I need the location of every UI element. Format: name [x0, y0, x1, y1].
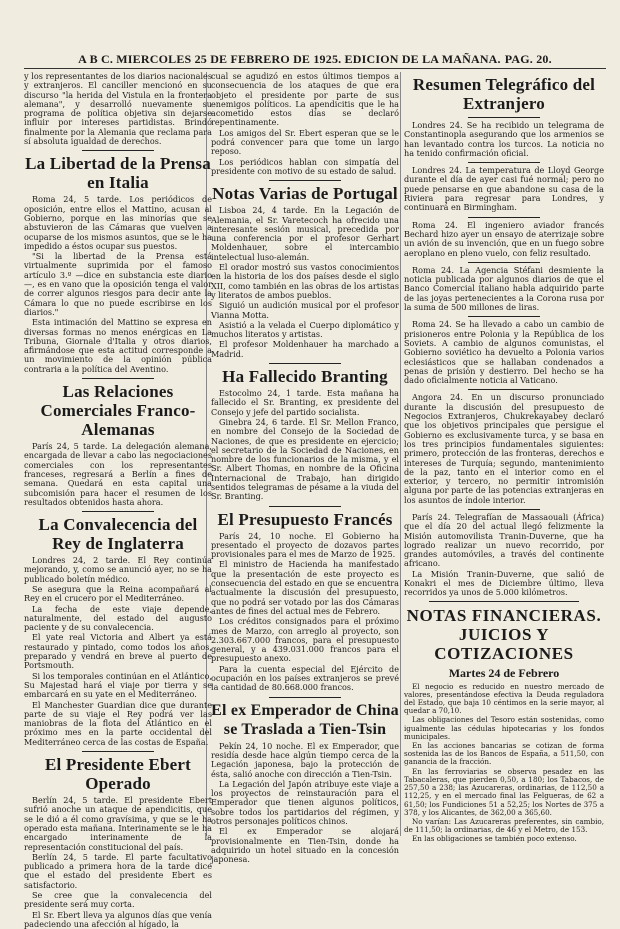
- article-paragraph: Londres 24. La temperatura de Lloyd George durante el día de ayer casi fué normal; pero no puede pensarse en que abandone su casa de la Riviera para regresar para Londres, y continuará en Birmingham.: [404, 165, 604, 213]
- separator: [82, 751, 154, 752]
- column-rule-2: [400, 72, 401, 836]
- article-paragraph: Asistió a la velada el Cuerpo diplomático y muchos literatos y artistas.: [211, 319, 399, 340]
- article-paragraph: El ex Emperador se alojará provisionalmente en Tien-Tsin, donde ha adquirido un hotel situado en la concesión japonesa.: [211, 826, 399, 865]
- article-paragraph: En las ferroviarias se observa pesadez en las Tabacaleras, que pierden 0,50, a 180; los Tabacos, de 257,50 a 238; las Azucareras, ordinarias, de 112,50 a 112,25, y en el mercado final las Felgueras, de 62 a 61,50; los Fundiciones 51 a 52,25; los Nortes de 375 a 378, y los Alicantes, de 362,00 a 365,60.: [404, 766, 604, 817]
- headline-branting: Ha Fallecido Branting: [222, 367, 388, 387]
- article-paragraph: Los amigos del Sr. Ebert esperan que se le podrá convencer para que tome un largo reposo.: [211, 127, 399, 157]
- article-paragraph: Se cree que la convalecencia del presidente será muy corta.: [24, 890, 212, 910]
- separator: [468, 117, 540, 118]
- page-number: PAG. 20.: [504, 52, 552, 66]
- article-paragraph: Roma 24, 5 tarde. Los periódicos de oposición, entre ellos el Mattino, acusan al Gobierno, porque en las minorías que se abstuvieron de las Cámaras que vuelven a ocuparse de los mismos asuntos, que se le ha impedido a éstos ocupar sus puestos.: [24, 194, 212, 251]
- article-paragraph: La fecha de este viaje depende, naturalmente, del estado del augusto paciente y de su convalecencia.: [24, 603, 212, 633]
- separator: [429, 601, 579, 602]
- headline-prensa-italia: La Libertad de la Prensa en Italia: [25, 154, 211, 193]
- headline-emperador-china: El ex Emperador de China se Traslada a Tien-Tsin: [211, 701, 399, 738]
- column-1: [24, 71, 212, 929]
- separator: [269, 180, 341, 181]
- article-paragraph: Berlín 24, 5 tarde. El parte facultativo publicado a primera hora de la tarde dice que el estado del presidente Ebert es satisfactorio.: [24, 851, 212, 890]
- article-paragraph: No varían: Las Azucareras preferentes, sin cambio, de 111,50; la ordinarias, de 46 y el Metro, de 153.: [404, 816, 604, 835]
- article-paragraph: La Legación del Japón atribuye este viaje a los proyectos de reinstauración para el Emperador que tienen algunos políticos, sobre todos los partidarios del régimen, y otros personajes políticos chinos.: [211, 778, 399, 826]
- header-text: A B C. MIERCOLES 25 DE FEBRERO DE 1925. EDICION DE LA MAÑANA.: [78, 52, 501, 66]
- separator: [269, 363, 341, 364]
- separator: [82, 150, 154, 151]
- separator: [468, 262, 540, 263]
- article-paragraph: El orador mostró sus vastos conocimientos en la historia de los dos países desde el siglo XII, como también en las obras de los artistas y literatos de ambos pueblos.: [211, 262, 399, 300]
- article-paragraph: París 24, 5 tarde. La delegación alemana, encargada de llevar a cabo las negociaciones comerciales con los representantes franceses, regresará a Berlín a fines de semana. Quedará en esta capital una subcomisión para hacer el resumen de los resultados obtenidos hasta ahora.: [24, 441, 212, 507]
- headline-notas-portugal: Notas Varias de Portugal: [212, 184, 398, 204]
- separator: [269, 697, 341, 698]
- article-paragraph: Lisboa 24, 4 tarde. En la Legación de Alemania, el Sr. Varetecoch ha ofrecido una interesante sesión musical, precedida por una conferencia por el profesor Gerhart Moldenhauer, sobre el intercambio intelectual luso-alemán.: [211, 205, 399, 262]
- separator: [468, 217, 540, 218]
- article-paragraph: "Si la libertad de la Prensa está virtualmente suprimida por el famoso artículo 3.º —dice en substancia este diario—, es en vano que la oposición tenga el valor de correr algunos riesgos para decir ante la Cámara lo que no puede escribirse en los diarios.": [24, 251, 212, 317]
- separator: [468, 162, 540, 163]
- article-paragraph: El Manchester Guardian dice que durante parte de su viaje el Rey podrá ver las maniobras de la flota del Atlántico en el próximo mes en la parte occidental del Mediterráneo cerca de las costas de España.: [24, 699, 212, 747]
- article-paragraph: Londres 24, 2 tarde. El Rey continúa mejorando, y, como se anunció ayer, no se ha publicado boletín médico.: [24, 555, 212, 584]
- article-paragraph: En las obligaciones se también poco extenso.: [412, 834, 577, 844]
- article-paragraph: Los créditos consignados para el próximo mes de Marzo, con arreglo al proyecto, son 2.303.667.000 francos, para el presupuesto general, y a 439.031.000 francos para el presupuesto anexo.: [211, 616, 399, 664]
- article-paragraph: El negocio es reducido en nuestro mercado de valores, presentándose efectiva la Deuda reguladora del Estado, que baja 10 céntimos en la serie mayor, al quedar a 70,10.: [404, 681, 604, 716]
- financial-notes: [404, 683, 604, 844]
- running-header: [24, 52, 606, 69]
- separator: [468, 389, 540, 390]
- article-paragraph: Se asegura que la Reina acompañará al Rey en el crucero por el Mediterráneo.: [24, 583, 212, 604]
- column-3: [404, 72, 604, 844]
- article-paragraph: Roma 24. La Agencia Stéfani desmiente la noticia publicada por algunos diarios de que el Banco Comercial italiano habla adquirido parte de las joyas pertenecientes a la Corona rusa por la suma de 500 millones de liras.: [404, 264, 604, 313]
- article-paragraph: En las acciones bancarias se cotizan de forma sostenida las de los Bancos de España, a 511,50, con ganancia de la fracción.: [404, 741, 604, 767]
- article-paragraph: Roma 24. Se ha llevado a cabo un cambio de prisioneros entre Polonia y la República de los Soviets. A cambio de algunos comunistas, el Gobierno soviético ha devuelto a Polonia varios eclesiásticos que se hallaban condenados a penas de prisión y destierro. Del hecho se ha dado oficialmente noticia al Vaticano.: [404, 319, 604, 386]
- separator: [468, 509, 540, 510]
- article-paragraph: Estocolmo 24, 1 tarde. Esta mañana ha fallecido el Sr. Branting, ex presidente del Consejo y jefe del partido socialista.: [211, 388, 399, 417]
- headline-notas-financieras: NOTAS FINANCIERAS. JUICIOS Y COTIZACIONES: [406, 605, 602, 663]
- article-paragraph: Esta intimación del Mattino se expresa en diversas formas no menos enérgicas en La Tribuna, Giornale d'Italia y otros diarios, afirmándose que esta actitud corresponde a un movimiento de la opinión pública contraria a la política del Aventino.: [24, 317, 212, 374]
- article-paragraph: Angora 24. En un discurso pronunciado durante la discusión del presupuesto de Negocios Extranjeros, Chukrekayabey declaró que los objetivos principales que persigue el Gobierno es exclusivamente turca, y se basa en los tres principios fundamentales siguientes: primero, protección de las fronteras, derechos e intereses de Turquía; segundo, mantenimiento de la paz, tanto en el interior como en el exterior, y tercero, no permitir intromisión alguna por parte de las potencias extranjeras en los asuntos de índole interior.: [404, 392, 604, 505]
- column-2: [211, 71, 399, 865]
- col1-intro: y los representantes de los diarios nacionales y extranjeros. El canciller mencionó en su discurso "la herida del Vistula en la frontera alemana", y desarrolló nuevamente su programa de política objetiva sin dejarse influir por intereses partidistas. Brindó finalmente por la Alemania que reclama para sí absoluta igualdad de derechos.: [24, 71, 212, 147]
- article-paragraph: La Misión Tranin-Duverne, que salió de Konakri el mes de Diciembre último, lleva recorridos ya unos de 5.000 kilómetros.: [404, 568, 604, 598]
- headline-convalecencia-rey: La Convalecencia del Rey de Inglaterra: [38, 515, 198, 554]
- separator: [468, 316, 540, 317]
- article-paragraph: El ministro de Hacienda ha manifestado que la presentación de este proyecto es consecuencia del estado en que se encuentra actualmente la discusión del presupuesto, que no podrá ser votado por las dos Cámaras antes de fines del actual mes de Febrero.: [211, 559, 399, 616]
- article-paragraph: París 24, 10 noche. El Gobierno ha presentado el proyecto de dozavos partes provisionales para el mes de Marzo de 1925.: [211, 530, 399, 560]
- article-paragraph: Ginebra 24, 6 tarde. El Sr. Mellon Franco, en nombre del Consejo de la Sociedad de Naciones, de que es presidente en ejercicio; el secretario de la Sociedad de Naciones, en nombre de los funcionarios de la misma, y el Sr. Albert Thomas, en nombre de la Oficina Internacional de Trabajo, han dirigido sentidos telegramas de pésame a la viuda del Sr. Branting.: [211, 416, 399, 502]
- headline-resumen-telegrafico: Resumen Telegráfico del Extranjero: [412, 75, 596, 113]
- financial-date: Martes 24 de Febrero: [448, 665, 560, 680]
- col2-intro: cual se agudizó en estos últimos tiempos a consecuencia de los ataques de que era objeto el presidente por parte de sus enemigos políticos. La apendicitis que le ha acometido estos días se declaró repentinamente.: [211, 71, 399, 128]
- headline-presupuesto-frances: El Presupuesto Francés: [217, 509, 393, 529]
- headline-relaciones-franco-alemanas: Las Relaciones Comerciales Franco-Alemanas: [40, 382, 196, 440]
- article-paragraph: El profesor Moldenhauer ha marchado a Madrid.: [211, 339, 399, 359]
- separator: [82, 511, 154, 512]
- article-paragraph: Londres 24. Se ha recibido un telegrama de Constantinopla asegurando que los armenios se han levantado contra los turcos. La noticia no ha tenido confirmación oficial.: [404, 120, 604, 158]
- article-paragraph: El Sr. Ebert lleva ya algunos días que venía padeciendo una afección al hígado, la: [24, 909, 212, 929]
- article-paragraph: Siguió un audición musical por el profesor Vianna Motta.: [211, 300, 399, 320]
- article-paragraph: Para la cuenta especial del Ejército de ocupación en los países extranjeros se prevé la cantidad de 80.668.000 francos.: [211, 663, 399, 693]
- separator: [269, 506, 341, 507]
- article-paragraph: Las obligaciones del Tesoro están sostenidas, como igualmente las cédulas hipotecarias y los fondos municipales.: [404, 715, 604, 741]
- separator: [82, 378, 154, 379]
- article-paragraph: Si los temporales continúan en el Atlántico, Su Majestad hará el viaje por tierra y se embarcará en su yate en el Mediterráneo.: [24, 670, 212, 700]
- article-paragraph: París 24. Telegrafían de Massaouali (África) que el día 20 del actual llegó felizmente la Misión automovilista Tranin-Duverne, que ha logrado realizar un nuevo recorrido, por grandes automóviles, a través del continente africano.: [404, 511, 604, 569]
- article-paragraph: Berlín 24, 5 tarde. El presidente Ebert sufrió anoche un ataque de apendicitis, que se le dió a él como gravísima, y que se le ha operado esta mañana. Interinamente se le ha encargado interinamente de la representación constitucional del país.: [24, 795, 212, 852]
- article-paragraph: El yate real Victoria and Albert ya está restaurado y pintado, como todos los años, preparado y vendrá en breve al puerto de Portsmouth.: [24, 632, 212, 671]
- article-paragraph: Roma 24. El ingeniero aviador francés Bechard hizo ayer un ensayo de aterrizaje sobre un avión de su invención, que en un fuego sobre aeroplano en pleno vuelo, con feliz resultado.: [404, 219, 604, 258]
- headline-presidente-ebert: El Presidente Ebert Operado: [44, 755, 192, 794]
- article-paragraph: Pekín 24, 10 noche. El ex Emperador, que residía desde hace algún tiempo cerca de la Legación japonesa, bajo la protección de ésta, salió anoche con dirección a Tien-Tsin.: [211, 740, 399, 779]
- article-paragraph: Los periódicos hablan con simpatía del presidente con motivo de su estado de salud.: [211, 156, 399, 176]
